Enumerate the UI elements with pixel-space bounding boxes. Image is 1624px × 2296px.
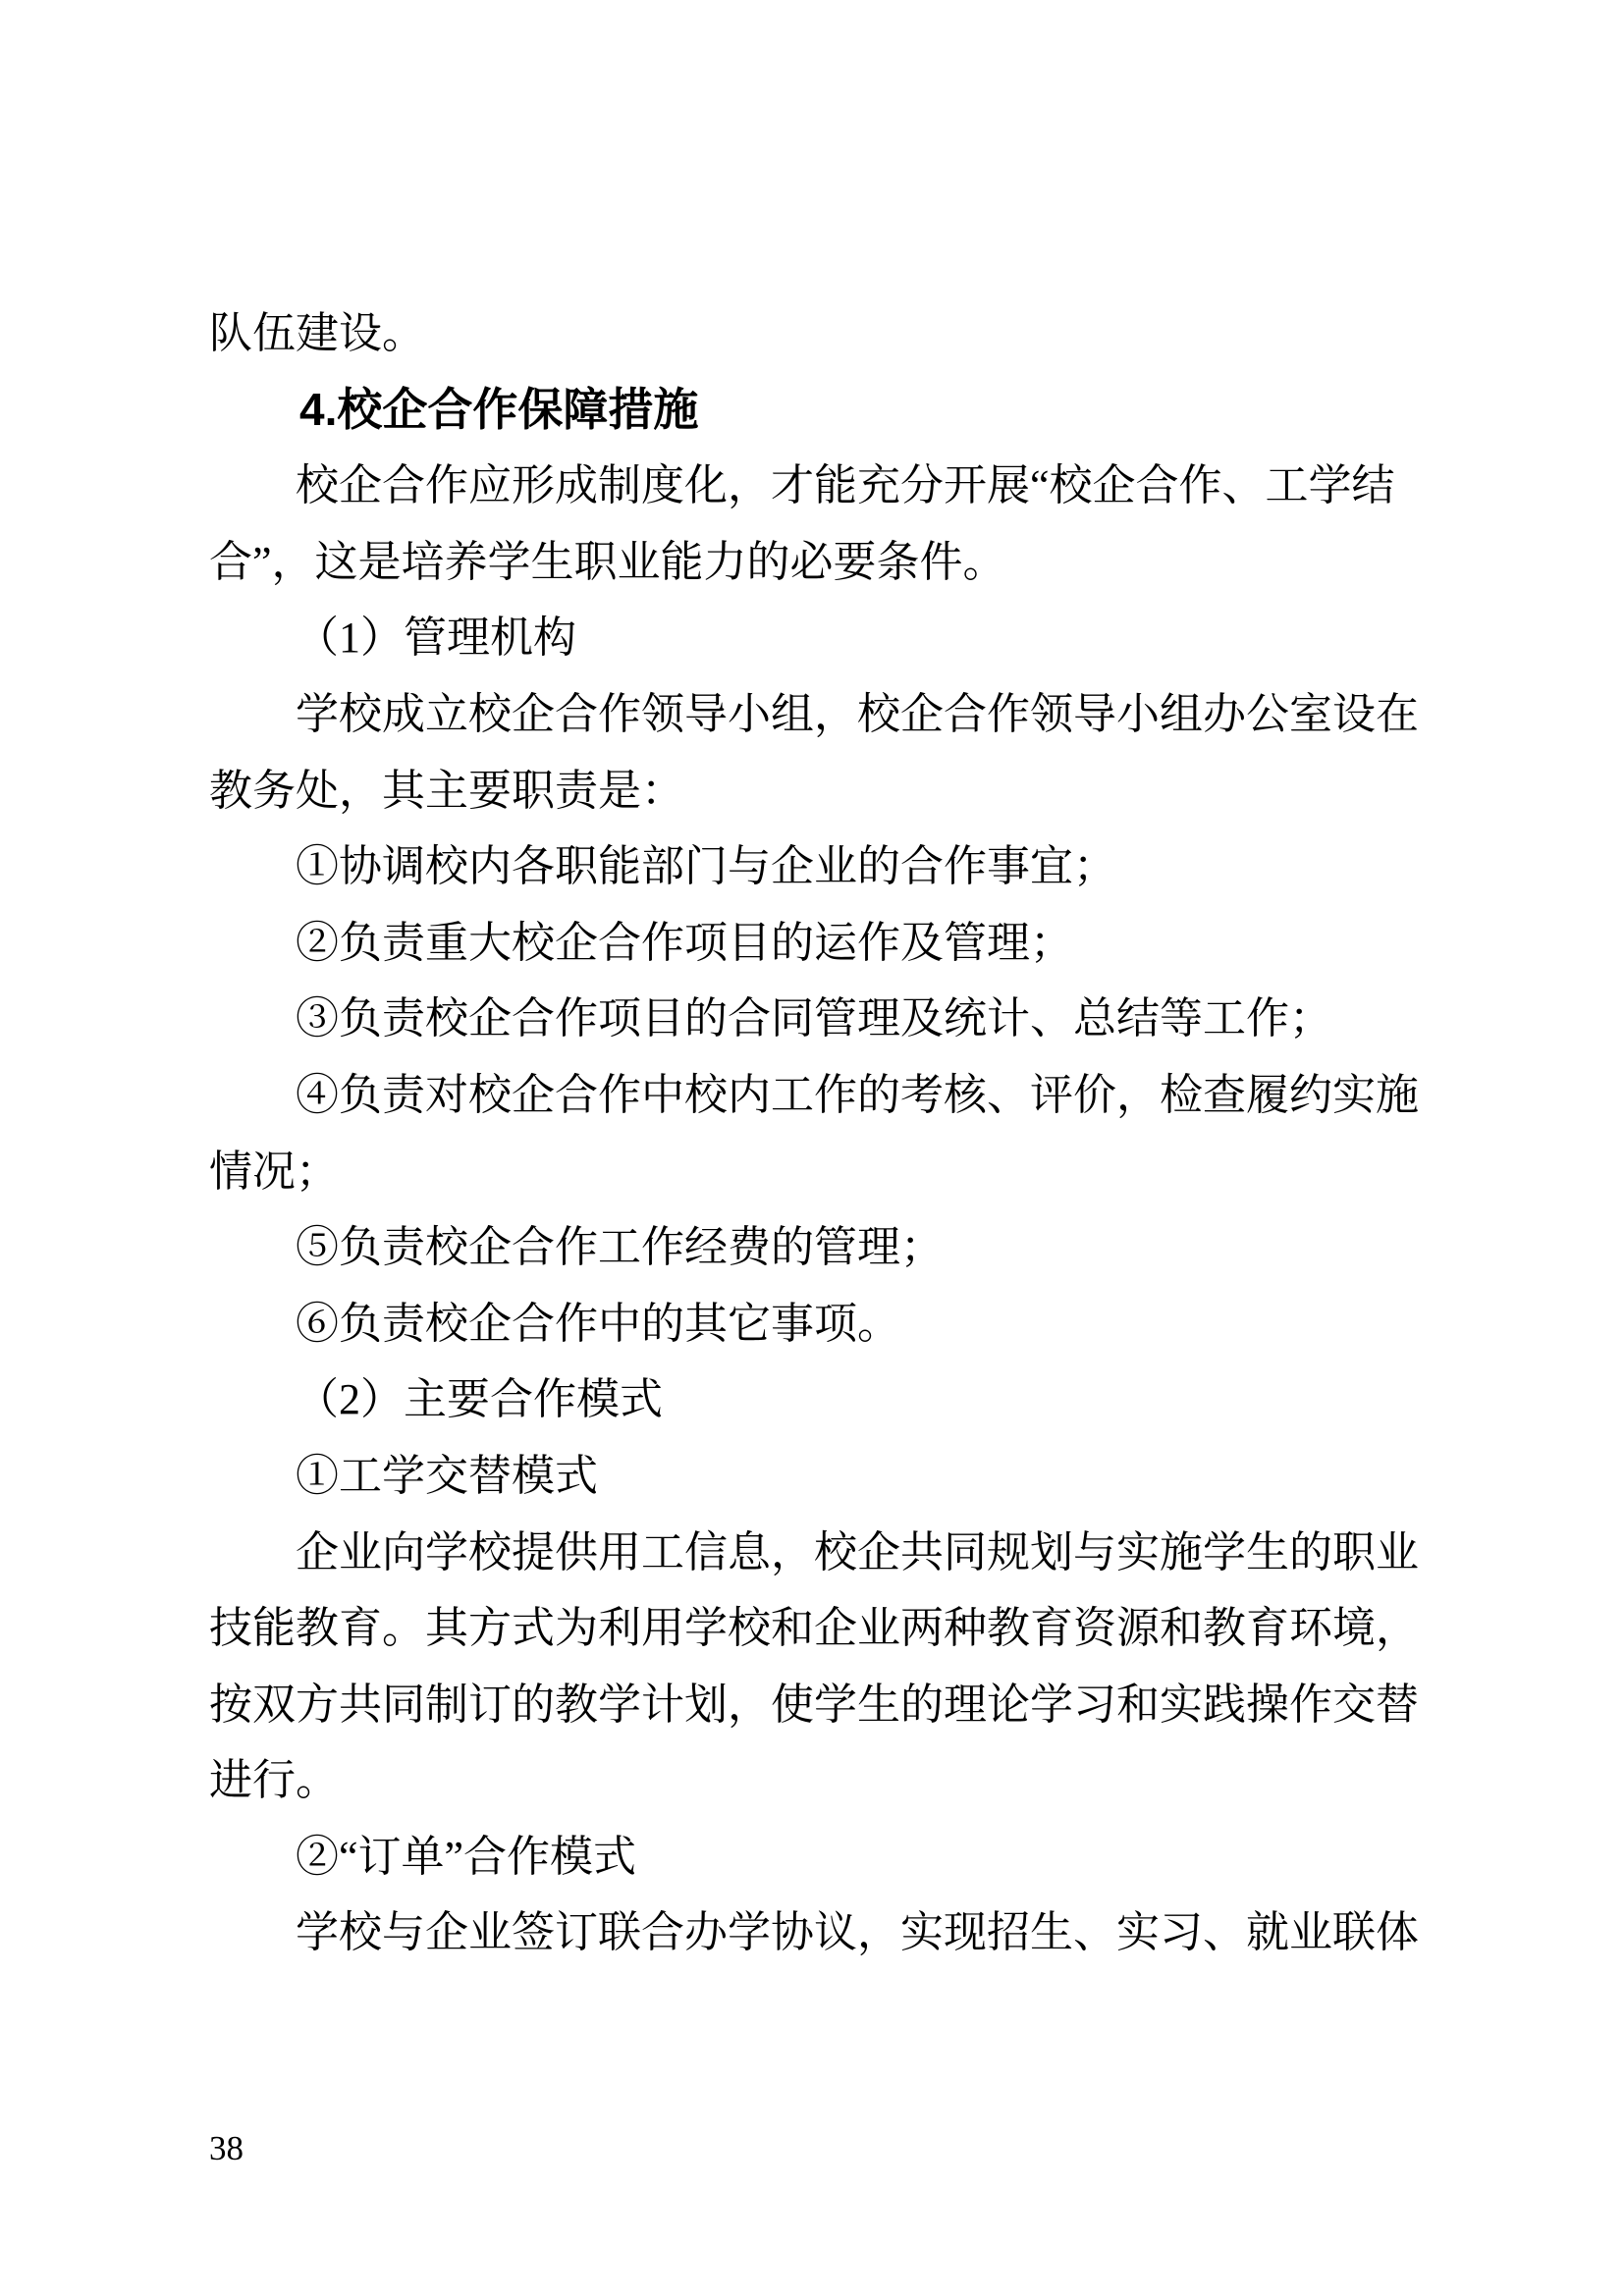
text-line: 队伍建设。 xyxy=(209,309,425,357)
text-line: 学校与企业签订联合办学协议，实现招生、实习、就业联体 xyxy=(296,1908,1419,1957)
section-heading: 4.校企合作保障措施 xyxy=(299,383,699,435)
text-line: 合”，这是培养学生职业能力的必要条件。 xyxy=(209,537,1006,586)
text-line: ④负责对校企合作中校内工作的考核、评价，检查履约实施 xyxy=(296,1070,1419,1119)
text-line: 校企合作应形成制度化，才能充分开展“校企合作、工学结 xyxy=(296,461,1395,510)
text-line: 企业向学校提供用工信息，校企共同规划与实施学生的职业 xyxy=(296,1527,1419,1576)
text-line: ①工学交替模式 xyxy=(296,1451,598,1500)
document-body xyxy=(209,295,1436,1971)
text-line: 进行。 xyxy=(209,1756,339,1805)
text-line: ③负责校企合作项目的合同管理及统计、总结等工作； xyxy=(296,994,1332,1043)
text-line: ⑥负责校企合作中的其它事项。 xyxy=(296,1299,900,1348)
text-line: ①协调校内各职能部门与企业的合作事宜； xyxy=(296,842,1116,891)
page-number: 38 xyxy=(209,2129,244,2167)
text-line: （2）主要合作模式 xyxy=(296,1375,663,1424)
text-line: 教务处，其主要职责是： xyxy=(209,766,684,815)
text-line: ⑤负责校企合作工作经费的管理； xyxy=(296,1223,944,1272)
text-line: 学校成立校企合作领导小组，校企合作领导小组办公室设在 xyxy=(296,689,1419,738)
text-line: 按双方共同制订的教学计划，使学生的理论学习和实践操作交替 xyxy=(209,1680,1419,1729)
text-line: （1）管理机构 xyxy=(296,614,576,663)
text-line: ②负责重大校企合作项目的运作及管理； xyxy=(296,918,1073,967)
text-line: ②“订单”合作模式 xyxy=(296,1832,637,1881)
text-line: 技能教育。其方式为利用学校和企业两种教育资源和教育环境， xyxy=(209,1604,1419,1653)
text-line: 情况； xyxy=(209,1147,339,1196)
